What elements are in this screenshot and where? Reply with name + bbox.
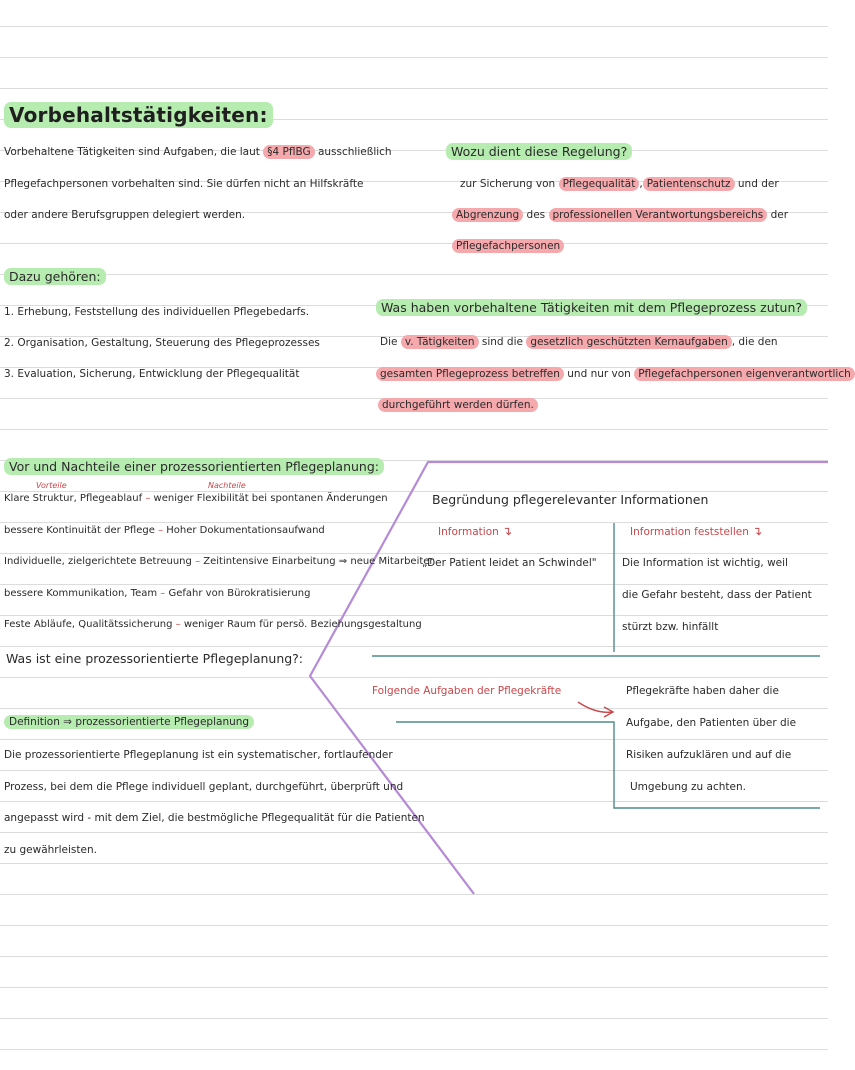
includes-heading: Dazu gehören: bbox=[4, 268, 106, 285]
includes-item-1: 1. Erhebung, Feststellung des individuellen Pflegebedarfs. bbox=[4, 306, 310, 318]
purpose-line-1: zur Sicherung von Pflegequalität , Patientenschutz und der bbox=[460, 178, 779, 190]
process-line-3: durchgeführt werden dürfen. bbox=[378, 398, 538, 412]
tasks-line-2: Aufgabe, den Patienten über die bbox=[626, 717, 797, 729]
justification-heading: Begründung pflegerelevanter Informationen bbox=[432, 492, 709, 507]
definition-line-3: angepasst wird - mit dem Ziel, die bestmögliche Pflegequalität für die Patienten bbox=[4, 812, 425, 824]
purpose-line-3: Pflegefachpersonen bbox=[452, 239, 564, 253]
label-nachteile: Nachteile bbox=[208, 481, 246, 490]
finding-line-1: Die Information ist wichtig, weil bbox=[622, 557, 788, 569]
question-heading: Was ist eine prozessorientierte Pflegeplanung?: bbox=[6, 651, 304, 666]
intro-line-2: Pflegefachpersonen vorbehalten sind. Sie dürfen nicht an Hilfskräfte bbox=[4, 178, 364, 190]
pros-cons-row: bessere Kontinuität der Pflege – Hoher Dokumentationsaufwand bbox=[4, 525, 325, 536]
information-determine-header: Information feststellen ↴ bbox=[630, 524, 763, 538]
page-title: Vorbehaltstätigkeiten: bbox=[4, 102, 273, 128]
intro-line-3: oder andere Berufsgruppen delegiert werden. bbox=[4, 209, 246, 221]
pros-cons-row: bessere Kommunikation, Team – Gefahr von Bürokratisierung bbox=[4, 588, 311, 599]
pros-cons-row: Feste Abläufe, Qualitätssicherung – weniger Raum für persö. Beziehungsgestaltung bbox=[4, 619, 422, 630]
finding-line-3: stürzt bzw. hinfällt bbox=[622, 621, 719, 633]
pros-cons-heading: Vor und Nachteile einer prozessorientierten Pflegeplanung: bbox=[4, 458, 384, 475]
process-heading: Was haben vorbehaltene Tätigkeiten mit dem Pflegeprozess zutun? bbox=[376, 299, 807, 316]
purpose-heading: Wozu dient diese Regelung? bbox=[446, 143, 632, 160]
process-line-2: gesamten Pflegeprozess betreffen und nur von Pflegefachpersonen eigenverantwortlich bbox=[376, 367, 855, 381]
includes-item-3: 3. Evaluation, Sicherung, Entwicklung der Pflegequalität bbox=[4, 368, 300, 380]
includes-item-2: 2. Organisation, Gestaltung, Steuerung des Pflegeprozesses bbox=[4, 337, 320, 349]
definition-line-2: Prozess, bei dem die Pflege individuell geplant, durchgeführt, überprüft und bbox=[4, 781, 404, 793]
tasks-line-3: Risiken aufzuklären und auf die bbox=[626, 749, 792, 761]
process-line-1: Die v. Tätigkeiten sind die gesetzlich geschützten Kernaufgaben , die den bbox=[380, 336, 778, 348]
label-vorteile: Vorteile bbox=[36, 481, 67, 490]
purpose-line-2: Abgrenzung des professionellen Verantwortungsbereichs der bbox=[452, 208, 788, 222]
information-header: Information ↴ bbox=[438, 524, 513, 538]
pros-cons-row: Klare Struktur, Pflegeablauf – weniger Flexibilität bei spontanen Änderungen bbox=[4, 493, 388, 504]
intro-line-1: Vorbehaltene Tätigkeiten sind Aufgaben, die laut §4 PflBG ausschließlich bbox=[4, 146, 392, 158]
tasks-label: Folgende Aufgaben der Pflegekräfte bbox=[372, 685, 562, 697]
pros-cons-row: Individuelle, zielgerichtete Betreuung – Zeitintensive Einarbeitung ⇒ neue Mitarbeiter bbox=[4, 556, 434, 567]
patient-quote: „Der Patient leidet an Schwindel" bbox=[422, 557, 597, 569]
tasks-line-4: Umgebung zu achten. bbox=[630, 781, 746, 793]
definition-line-1: Die prozessorientierte Pflegeplanung ist ein systematischer, fortlaufender bbox=[4, 749, 393, 761]
definition-label: Definition ⇒ prozessorientierte Pflegeplanung bbox=[4, 715, 254, 729]
finding-line-2: die Gefahr besteht, dass der Patient bbox=[622, 589, 812, 601]
teal-bracket-lines bbox=[396, 722, 820, 808]
definition-line-4: zu gewährleisten. bbox=[4, 844, 97, 856]
red-arrow bbox=[578, 702, 612, 712]
tasks-line-1: Pflegekräfte haben daher die bbox=[626, 685, 779, 697]
